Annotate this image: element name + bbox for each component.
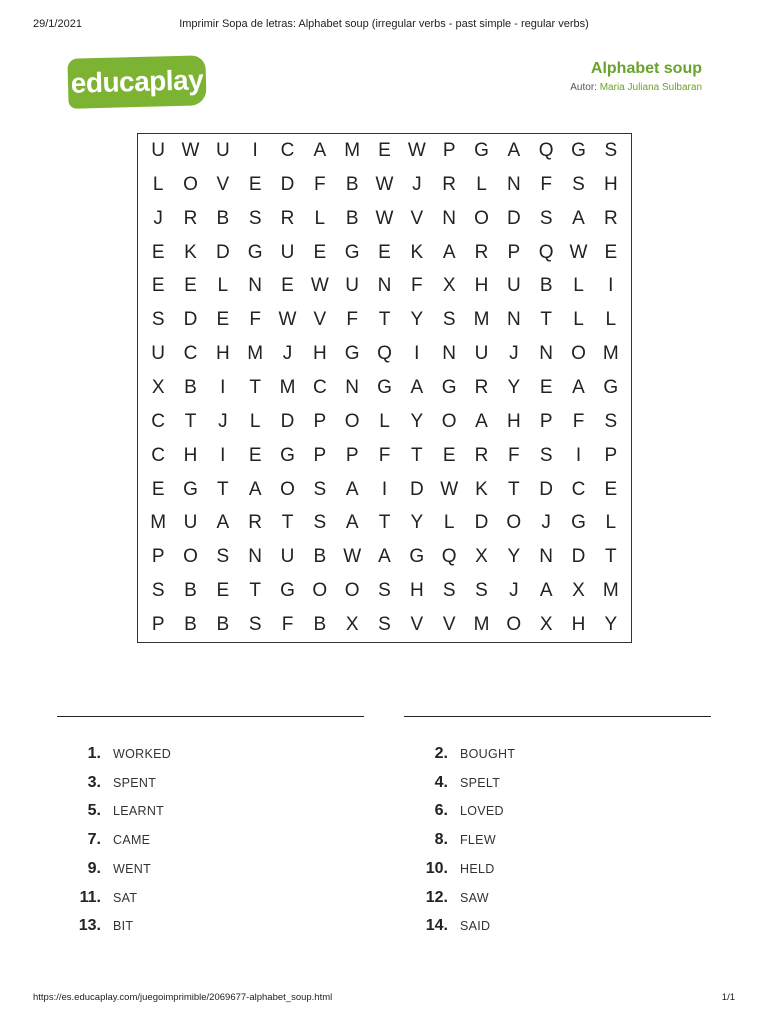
grid-letter: E [248,444,262,466]
grid-letter: G [247,241,263,263]
grid-letter: Y [507,376,521,398]
grid-letter: N [539,343,554,365]
grid-letter: E [313,241,327,263]
grid-letter: H [312,343,327,365]
grid-letter: D [215,241,230,263]
grid-letter: G [280,444,295,466]
grid-letter: B [313,614,327,636]
grid-letter: P [151,546,165,568]
grid-letter: U [151,139,166,161]
grid-letter: A [378,546,391,568]
word-text: CAME [113,833,151,848]
grid-letter: C [151,410,166,432]
grid-letter: R [442,173,457,195]
grid-letter: M [279,376,296,398]
author-label: Autor: [570,82,597,93]
grid-letter: O [344,410,360,432]
grid-letter: J [509,343,519,365]
grid-letter: J [282,343,293,365]
grid-letter: J [509,580,519,602]
grid-letter: S [248,614,262,636]
grid-letter: M [602,580,619,602]
grid-letter: H [215,343,230,365]
grid-letter: L [249,410,261,432]
grid-letter: F [314,173,326,195]
print-header-title: Imprimir Sopa de letras: Alphabet soup (irregular verbs - past simple - regular verbs) [179,18,589,30]
grid-letter: L [476,173,487,195]
grid-letter: J [153,207,163,229]
grid-letter: F [411,275,423,297]
word-number: 2. [434,745,448,762]
grid-letter: L [605,309,617,331]
grid-letter: U [280,546,295,568]
grid-letter: B [539,275,553,297]
word-list-item [57,858,151,880]
word-text: WENT [113,861,151,876]
word-list-item [404,858,495,880]
grid-letter: L [573,275,584,297]
grid-letter: U [474,343,489,365]
grid-letter: G [441,376,457,398]
grid-letter: Y [410,309,424,331]
educaplay-logo: educaplay [67,55,206,109]
grid-letter: S [572,173,585,195]
grid-letter: X [475,546,488,568]
footer-page-number: 1/1 [721,992,735,1003]
grid-letter: G [409,546,425,568]
grid-letter: T [249,580,261,602]
grid-letter: T [378,512,391,534]
answer-line-left [57,716,364,717]
grid-letter: O [474,207,489,229]
grid-letter: Q [538,241,554,263]
grid-letter: E [539,376,553,398]
grid-letter: M [473,614,490,636]
word-list-item [404,800,504,822]
grid-letter: D [183,309,198,331]
grid-letter: E [151,478,165,500]
grid-letter: E [604,241,618,263]
word-number: 6. [434,802,448,820]
footer-url: https://es.educaplay.com/juegoimprimible/2069677-alphabet_soup.html [33,992,333,1003]
grid-letter: P [345,444,359,466]
word-list-item [57,772,156,794]
word-number: 9. [87,859,101,877]
grid-letter: Q [538,139,554,161]
word-number: 12. [425,888,448,906]
word-list-item [404,915,490,937]
grid-letter: Y [410,410,424,432]
grid-letter: W [181,139,200,161]
grid-letter: A [313,139,327,161]
grid-letter: G [474,139,489,161]
grid-letter: I [575,444,582,466]
word-list-item [404,743,515,765]
grid-letter: U [506,275,521,297]
grid-letter: A [539,580,553,602]
grid-letter: B [184,580,197,602]
grid-letter: B [184,376,197,398]
grid-letter: L [379,410,390,432]
grid-letter: B [216,614,230,636]
grid-letter: J [218,410,228,432]
grid-letter: I [220,376,226,398]
grid-letter: N [345,376,360,398]
grid-letter: P [313,410,327,432]
grid-letter: T [540,309,552,331]
grid-letter: X [572,580,585,602]
word-list-item [404,887,489,909]
grid-letter: G [603,376,619,398]
grid-letter: G [571,512,586,534]
word-number: 4. [434,773,448,791]
grid-letter: J [541,512,551,534]
grid-letter: D [571,546,586,568]
word-list-item [57,829,150,851]
grid-letter: I [414,343,420,365]
grid-letter: S [442,580,456,602]
grid-letter: N [248,275,263,297]
word-number: 7. [87,831,101,849]
grid-letter: T [508,478,520,500]
grid-letter: N [442,343,457,365]
grid-letter: S [313,478,327,500]
grid-letter: E [184,275,197,297]
grid-letter: S [604,410,618,432]
grid-letter: Y [507,546,521,568]
grid-letter: C [183,343,198,365]
grid-letter: E [216,309,230,331]
grid-letter: M [150,512,167,534]
grid-letter: G [571,139,586,161]
grid-letter: E [378,139,391,161]
grid-letter: S [539,207,553,229]
grid-letter: B [313,546,327,568]
grid-letter: M [473,309,490,331]
grid-letter: M [602,343,619,365]
grid-letter: S [475,580,488,602]
grid-letter: N [506,173,521,195]
word-text: LOVED [460,804,504,819]
grid-letter: A [572,376,585,398]
grid-letter: A [216,512,230,534]
grid-letter: Q [441,546,457,568]
grid-letter: T [184,410,197,432]
grid-letter: M [247,343,264,365]
grid-letter: E [378,241,391,263]
word-number: 13. [78,917,101,935]
grid-letter: E [281,275,294,297]
grid-letter: W [343,546,362,568]
grid-letter: T [281,512,294,534]
word-list-item [57,887,137,909]
grid-letter: K [475,478,488,500]
grid-letter: O [571,343,586,365]
grid-letter: C [280,139,295,161]
grid-letter: D [539,478,554,500]
grid-letter: P [507,241,521,263]
word-text: SPENT [113,775,157,790]
word-text: LEARNT [113,804,165,819]
grid-letter: W [569,241,588,263]
grid-letter: P [313,444,327,466]
grid-letter: A [507,139,521,161]
word-text: SAID [460,919,491,934]
grid-letter: E [604,478,618,500]
grid-letter: H [183,444,198,466]
grid-letter: H [571,614,586,636]
grid-letter: L [314,207,326,229]
grid-letter: S [151,309,165,331]
word-search-grid [137,133,632,643]
word-text: SAT [113,890,138,905]
word-text: SPELT [460,775,501,790]
grid-letter: F [378,444,391,466]
grid-letter: S [442,309,456,331]
author-name: Maria Juliana Sulbaran [599,82,702,93]
grid-letter: E [151,275,165,297]
grid-letter: O [183,546,198,568]
grid-letter: U [215,139,230,161]
grid-letter: U [280,241,295,263]
word-number: 1. [87,745,101,762]
grid-letter: P [539,410,553,432]
grid-letter: G [377,376,392,398]
author-line [570,82,702,93]
grid-letter: H [409,580,424,602]
grid-letter: B [345,207,359,229]
grid-letter: B [184,614,197,636]
grid-letter: C [151,444,166,466]
grid-letter: S [378,580,391,602]
grid-letter: O [441,410,457,432]
grid-letter: F [249,309,261,331]
grid-letter: G [344,241,360,263]
grid-letter: I [381,478,388,500]
word-text: SAW [460,890,489,905]
grid-letter: N [377,275,392,297]
word-text: FLEW [460,833,496,848]
word-list-item [57,915,133,937]
word-text: BIT [113,919,134,934]
grid-letter: A [345,512,359,534]
grid-letter: S [378,614,391,636]
grid-letter: O [506,512,522,534]
word-number: 14. [425,917,448,935]
grid-letter: T [217,478,229,500]
grid-letter: E [248,173,262,195]
grid-letter: T [378,309,391,331]
grid-letter: V [313,309,327,331]
word-text: BOUGHT [460,747,516,761]
grid-letter: L [605,512,617,534]
grid-letter: L [573,309,584,331]
grid-letter: C [312,376,327,398]
grid-letter: A [442,241,456,263]
grid-letter: L [217,275,229,297]
grid-letter: W [310,275,329,297]
grid-letter: H [603,173,618,195]
grid-letter: W [375,207,394,229]
grid-letter: D [280,173,295,195]
grid-letter: F [572,410,585,432]
game-title: Alphabet soup [590,60,702,77]
word-list-item [404,772,500,794]
word-list-item [404,829,496,851]
answer-line-right [404,716,711,717]
grid-letter: E [442,444,456,466]
grid-letter: W [375,173,394,195]
grid-letter: P [604,444,618,466]
grid-letter: S [604,139,618,161]
word-list-item [57,800,164,822]
grid-letter: U [183,512,198,534]
grid-letter: O [344,580,360,602]
grid-letter: N [506,309,521,331]
grid-letter: F [281,614,294,636]
word-number: 3. [87,773,101,791]
grid-letter: U [345,275,360,297]
word-number: 5. [87,802,101,820]
grid-letter: R [603,207,618,229]
grid-letter: C [571,478,586,500]
grid-letter: U [151,343,166,365]
grid-letter: T [249,376,261,398]
grid-letter: I [608,275,614,297]
grid-letter: I [252,139,258,161]
grid-letter: X [442,275,456,297]
grid-letter: D [409,478,424,500]
grid-letter: O [183,173,198,195]
grid-letter: X [539,614,553,636]
grid-letter: D [474,512,489,534]
grid-letter: H [506,410,521,432]
grid-letter: R [183,207,198,229]
grid-letter: A [475,410,488,432]
grid-letter: P [151,614,165,636]
print-date: 29/1/2021 [33,18,82,30]
grid-letter: O [506,614,522,636]
word-list-item [57,743,171,765]
grid-letter: A [410,376,424,398]
grid-letter: N [539,546,554,568]
grid-letter: G [280,580,295,602]
grid-letter: A [345,478,359,500]
grid-letter: M [344,139,361,161]
grid-letter: J [412,173,422,195]
grid-letter: G [183,478,198,500]
grid-letter: N [442,207,457,229]
word-number: 11. [79,888,101,906]
grid-letter: R [248,512,263,534]
grid-letter: P [442,139,456,161]
grid-letter: V [410,207,424,229]
grid-letter: S [216,546,230,568]
grid-letter: E [216,580,230,602]
grid-letter: W [278,309,297,331]
grid-letter: D [506,207,521,229]
grid-letter: V [410,614,424,636]
grid-letter: Y [604,614,618,636]
word-text: HELD [460,861,495,876]
grid-letter: G [344,343,360,365]
grid-letter: R [280,207,295,229]
grid-letter: D [280,410,295,432]
grid-letter: L [443,512,455,534]
grid-letter: R [474,444,489,466]
word-text: WORKED [113,747,172,761]
grid-letter: F [540,173,552,195]
grid-letter: X [151,376,165,398]
grid-letter: B [216,207,230,229]
grid-letter: T [411,444,423,466]
grid-letter: A [572,207,585,229]
grid-letter: Y [410,512,424,534]
grid-letter: W [440,478,459,500]
grid-letter: V [442,614,456,636]
grid-letter: W [407,139,426,161]
grid-letter: F [346,309,358,331]
grid-letter: R [474,376,489,398]
grid-letter: Q [377,343,392,365]
grid-letter: B [345,173,359,195]
word-number: 8. [434,831,448,849]
word-number: 10. [425,859,448,877]
grid-letter: S [313,512,327,534]
grid-letter: R [474,241,489,263]
grid-letter: K [410,241,424,263]
grid-letter: V [216,173,230,195]
grid-letter: T [605,546,617,568]
grid-letter: K [184,241,197,263]
grid-letter: H [474,275,489,297]
grid-letter: O [312,580,328,602]
grid-letter: L [152,173,164,195]
grid-letter: F [508,444,520,466]
grid-letter: O [280,478,295,500]
grid-letter: S [248,207,262,229]
grid-letter: A [248,478,262,500]
grid-letter: E [151,241,165,263]
grid-letter: S [539,444,553,466]
grid-letter: X [345,614,359,636]
grid-letter: N [248,546,263,568]
grid-letter: I [220,444,226,466]
grid-letter: S [151,580,165,602]
